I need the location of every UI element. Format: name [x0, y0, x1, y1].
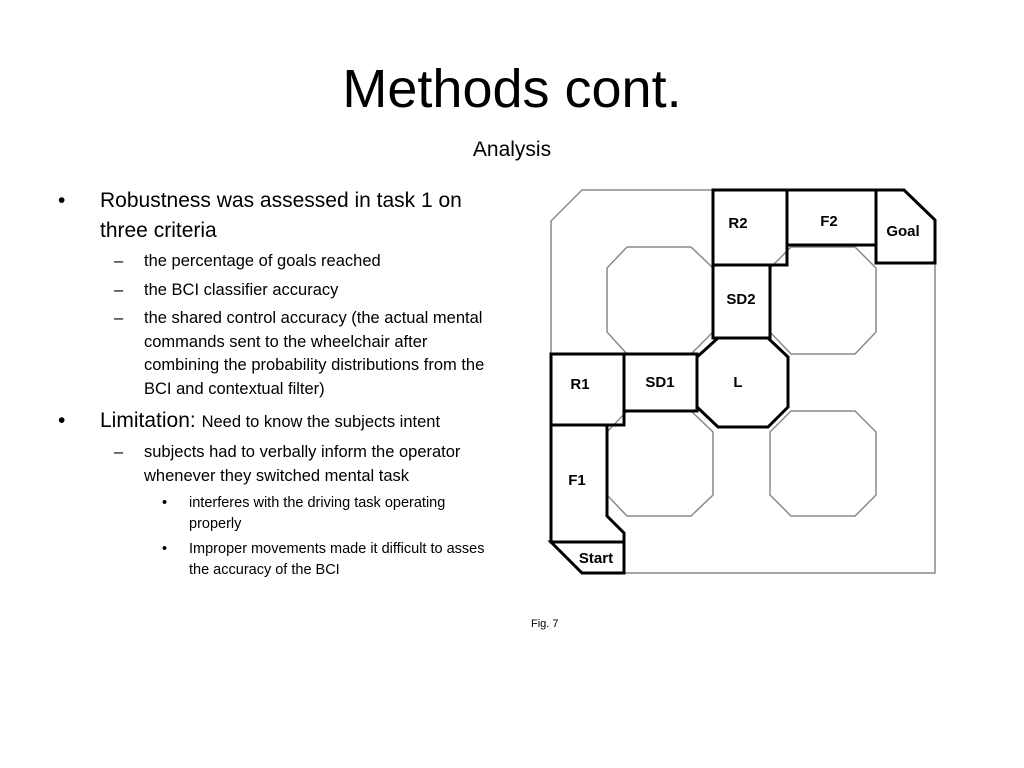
dash-icon: –: [114, 309, 124, 327]
label-r2: R2: [728, 215, 748, 232]
label-goal: Goal: [886, 223, 920, 240]
sub-bullet-item: [56, 250, 496, 274]
bullet-item: [56, 406, 496, 437]
bullet-icon: •: [162, 495, 168, 511]
label-l: L: [733, 374, 743, 391]
sub-bullet-item: [56, 279, 496, 303]
label-start: Start: [578, 550, 614, 567]
sub-sub-bullet-text: interferes with the driving task operating properly: [189, 495, 446, 532]
sub-sub-bullet-text: Improper movements made it difficult to asses the accuracy of the BCI: [189, 541, 485, 578]
slide-subtitle: Analysis: [472, 138, 552, 161]
sub-bullet-text: the shared control accuracy (the actual mental commands sent to the wheelchair after combining the probability distributions from the BCI and contextual filter): [144, 309, 485, 398]
bullet-icon: •: [58, 409, 66, 432]
sub-bullet-text: subjects had to verbally inform the operator whenever they switched mental task: [144, 443, 461, 485]
label-sd1: SD1: [645, 374, 675, 391]
limitation-label: Limitation:: [100, 409, 196, 432]
sub-bullet-text: the percentage of goals reached: [144, 252, 381, 270]
maze-diagram: [540, 180, 950, 590]
dash-icon: –: [114, 252, 124, 270]
label-sd2: SD2: [726, 291, 756, 308]
label-f1: F1: [568, 472, 586, 489]
label-r1: R1: [570, 376, 590, 393]
bullet-text: Robustness was assessed in task 1 on three criteria: [100, 189, 462, 242]
bullet-text: Need to know the subjects intent: [201, 413, 441, 431]
sub-bullet-item: [56, 307, 496, 401]
bullet-icon: •: [58, 189, 66, 212]
bullet-list: [56, 186, 496, 585]
bullet-item: [56, 186, 496, 246]
slide-title: Methods cont.: [342, 59, 682, 119]
maze-inner-block: [770, 411, 876, 516]
dash-icon: –: [114, 443, 124, 461]
sub-sub-bullet-item: [56, 539, 496, 581]
sub-bullet-item: [56, 441, 496, 488]
figure-caption: Fig. 7: [531, 618, 559, 630]
sub-sub-bullet-item: [56, 493, 496, 535]
region-r2: [713, 190, 787, 265]
maze-inner-block: [607, 247, 713, 354]
maze-inner-block: [607, 411, 713, 516]
dash-icon: –: [114, 280, 124, 299]
region-f1: [551, 425, 624, 542]
sub-bullet-text: the BCI classifier accuracy: [144, 280, 339, 299]
label-f2: F2: [820, 213, 838, 230]
bullet-icon: •: [162, 541, 168, 557]
